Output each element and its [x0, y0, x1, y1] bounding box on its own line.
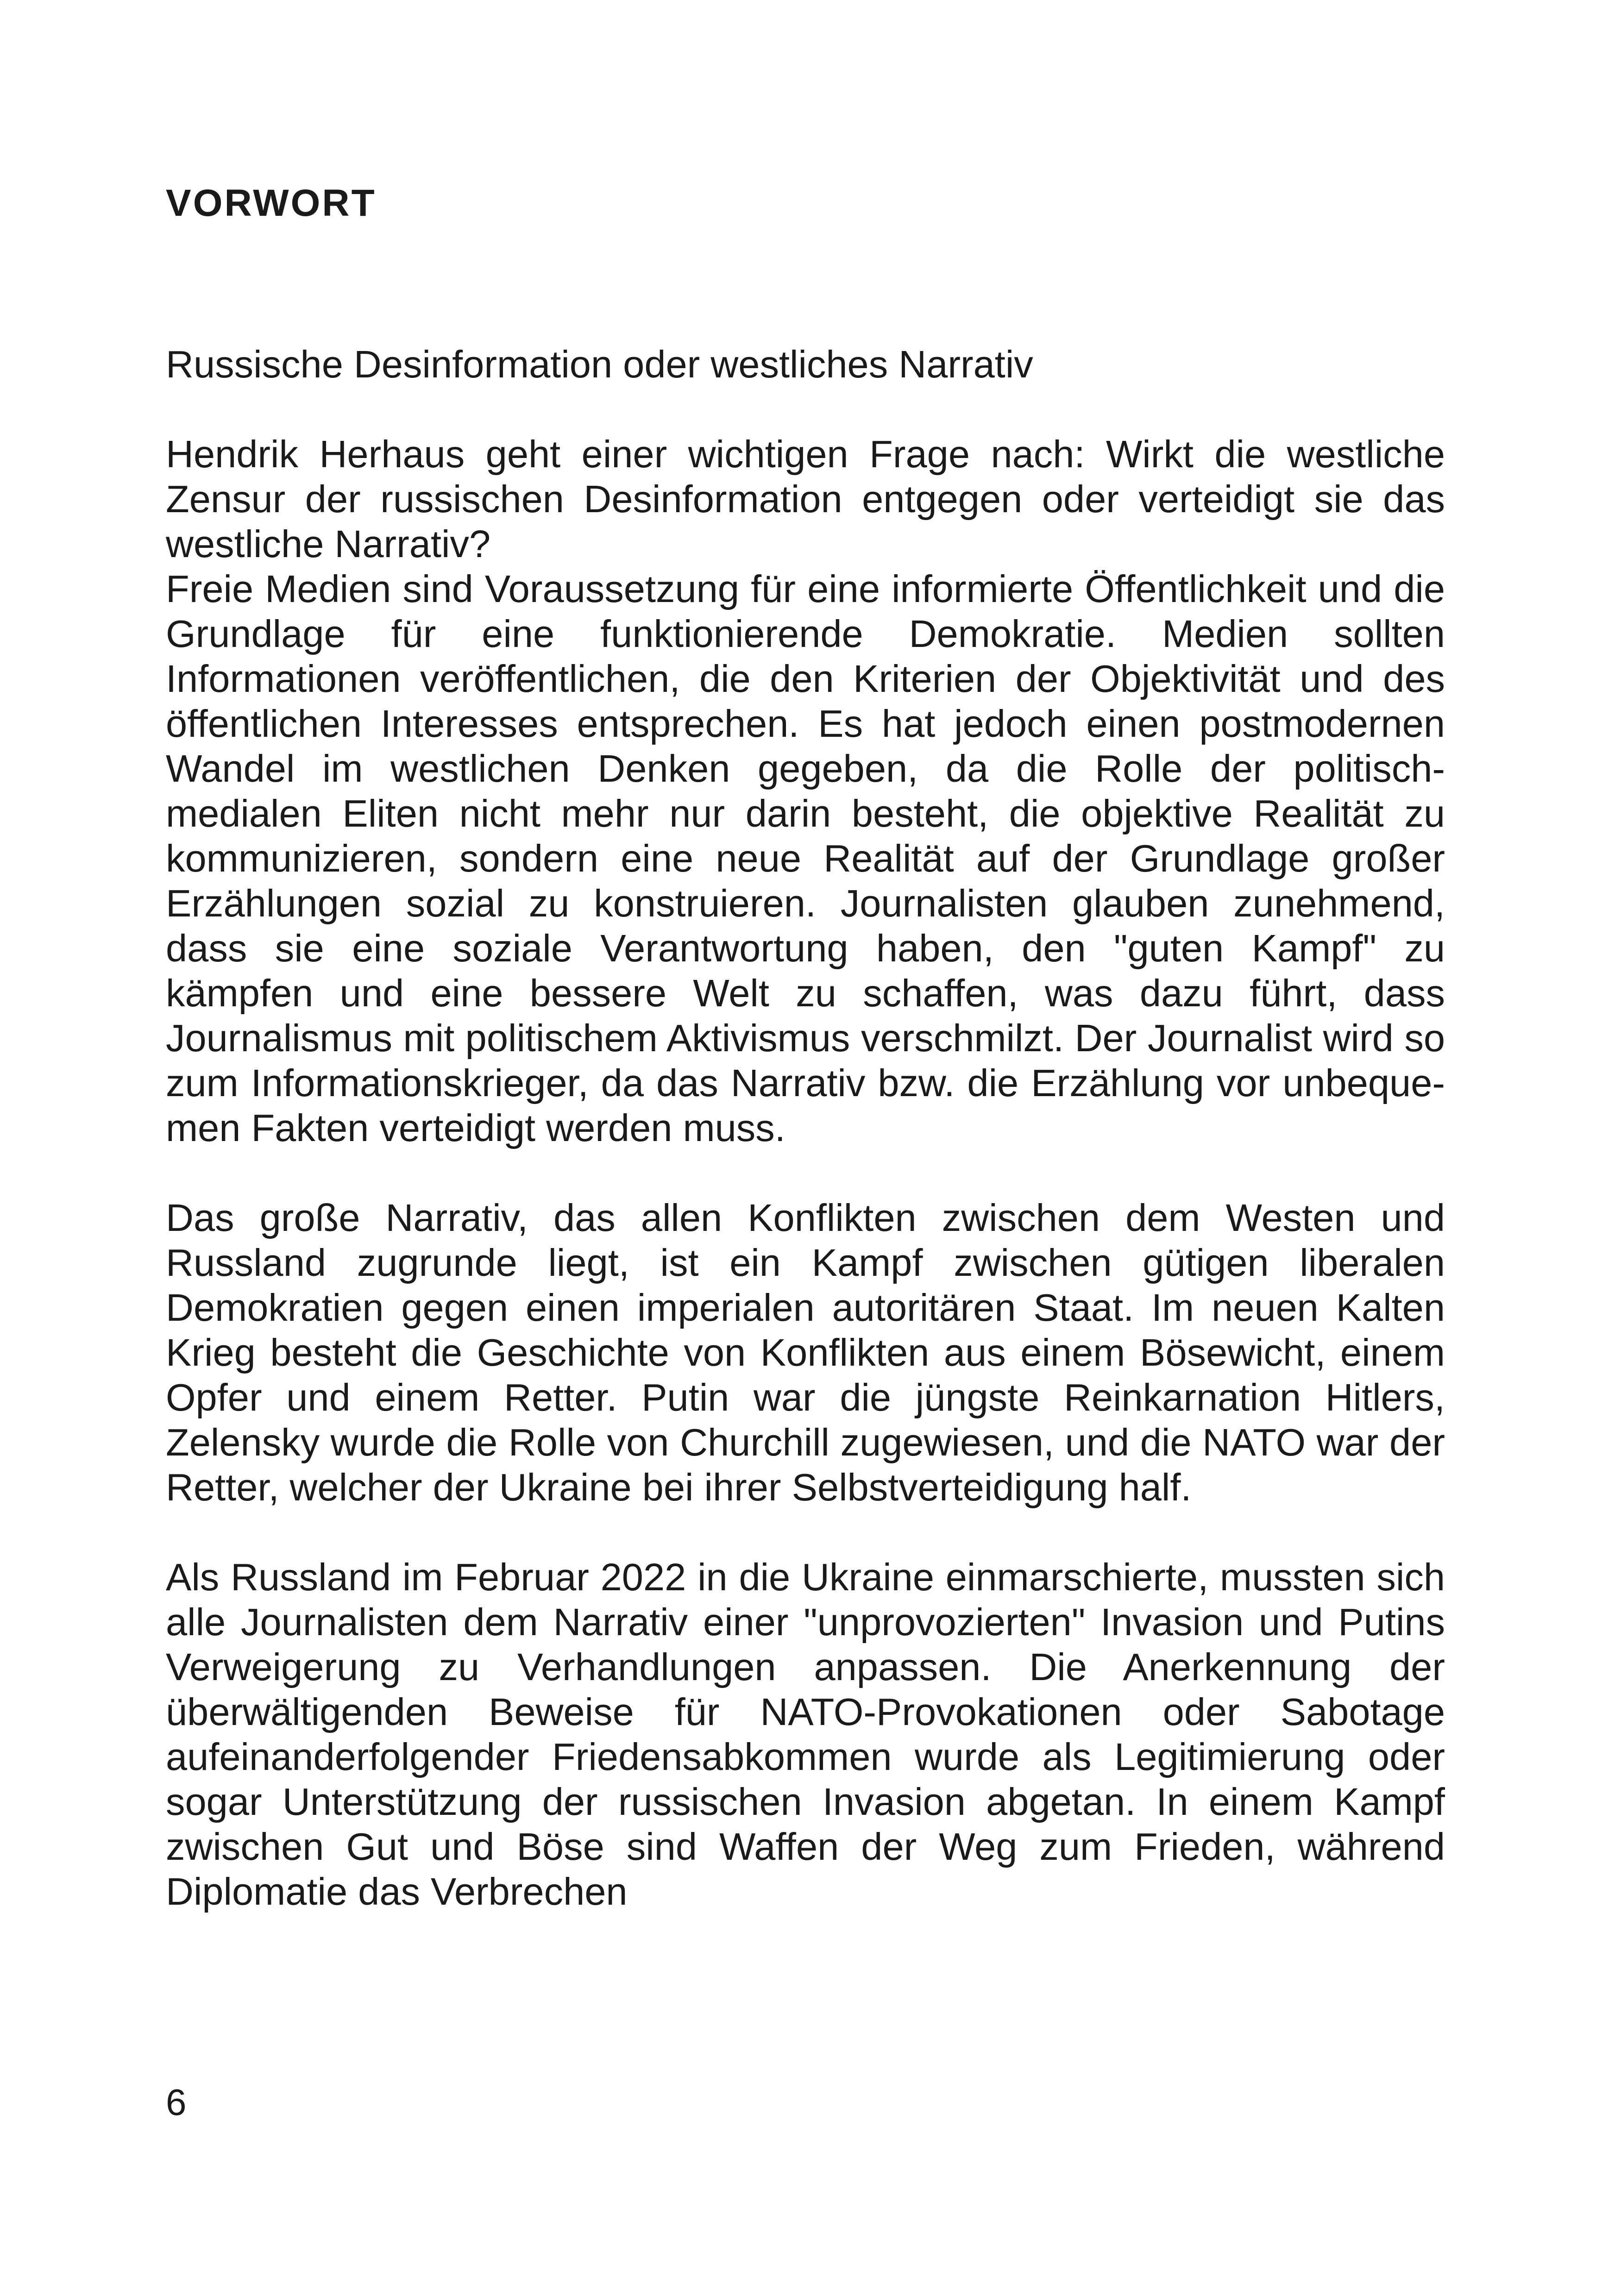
paragraph: Freie Medien sind Voraussetzung für eine informierte Öffentlichkeit und die Grundlage für eine funktionierende Demokratie. Medien sollten Informationen veröffentlichen, die den Kriterien der Objektivität und des öffentlichen Interesses entsprechen. Es hat jedoch einen postmodernen Wandel im westlichen Denken gegeben, da die Rolle der politisch-medialen Eliten nicht mehr nur darin besteht, die objektive Realität zu kommunizieren, sondern eine neue Realität auf der Grundlage großer Erzählungen sozial zu konstruieren. Journalisten glauben zunehmend, dass sie eine soziale Verantwortung haben, den "guten Kampf" zu kämpfen und eine bessere Welt zu schaffen, was dazu führt, dass Journalismus mit politischem Aktivismus verschmilzt. Der Journalist wird so zum Informationskrieger, da das Narrativ bzw. die Erzählung vor unbequemen Fakten verteidigt werden muss. [166, 567, 1445, 1149]
paragraph: Als Russland im Februar 2022 in die Ukraine einmarschierte, mussten sich alle Journalisten dem Narrativ einer "unprovozierten" Invasion und Putins Verweigerung zu Verhandlungen anpassen. Die Anerkennung der überwältigenden Beweise für NATO-Provokationen oder Sabotage aufeinanderfolgender Friedensabkommen wurde als Legitimierung oder sogar Unterstützung der russischen Invasion abgetan. In einem Kampf zwischen Gut und Böse sind Waffen der Weg zum Frieden, während Diplomatie das Verbrechen [166, 1556, 1445, 1913]
paragraph: Das große Narrativ, das allen Konflikten zwischen dem Westen und Russland zugrunde liegt, ist ein Kampf zwischen gütigen liberalen Demokratien gegen einen imperialen autoritären Staat. Im neuen Kalten Krieg besteht die Geschichte von Konflikten aus einem Bösewicht, einem Opfer und einem Retter. Putin war die jüngste Reinkarnation Hitlers, Zelensky wurde die Rolle von Churchill zugewiesen, und die NATO war der Retter, welcher der Ukraine bei ihrer Selbstverteidigung half. [166, 1196, 1445, 1509]
paragraph: Hendrik Herhaus geht einer wichtigen Frage nach: Wirkt die westliche Zensur der russischen Desinformation entgegen oder verteidigt sie das westliche Narrativ? [166, 433, 1445, 565]
chapter-heading: VORWORT [166, 182, 377, 224]
body-text [166, 342, 1445, 1914]
section-subtitle: Russische Desinformation oder westliches Narrativ [166, 343, 1033, 386]
page-number: 6 [166, 2082, 187, 2123]
